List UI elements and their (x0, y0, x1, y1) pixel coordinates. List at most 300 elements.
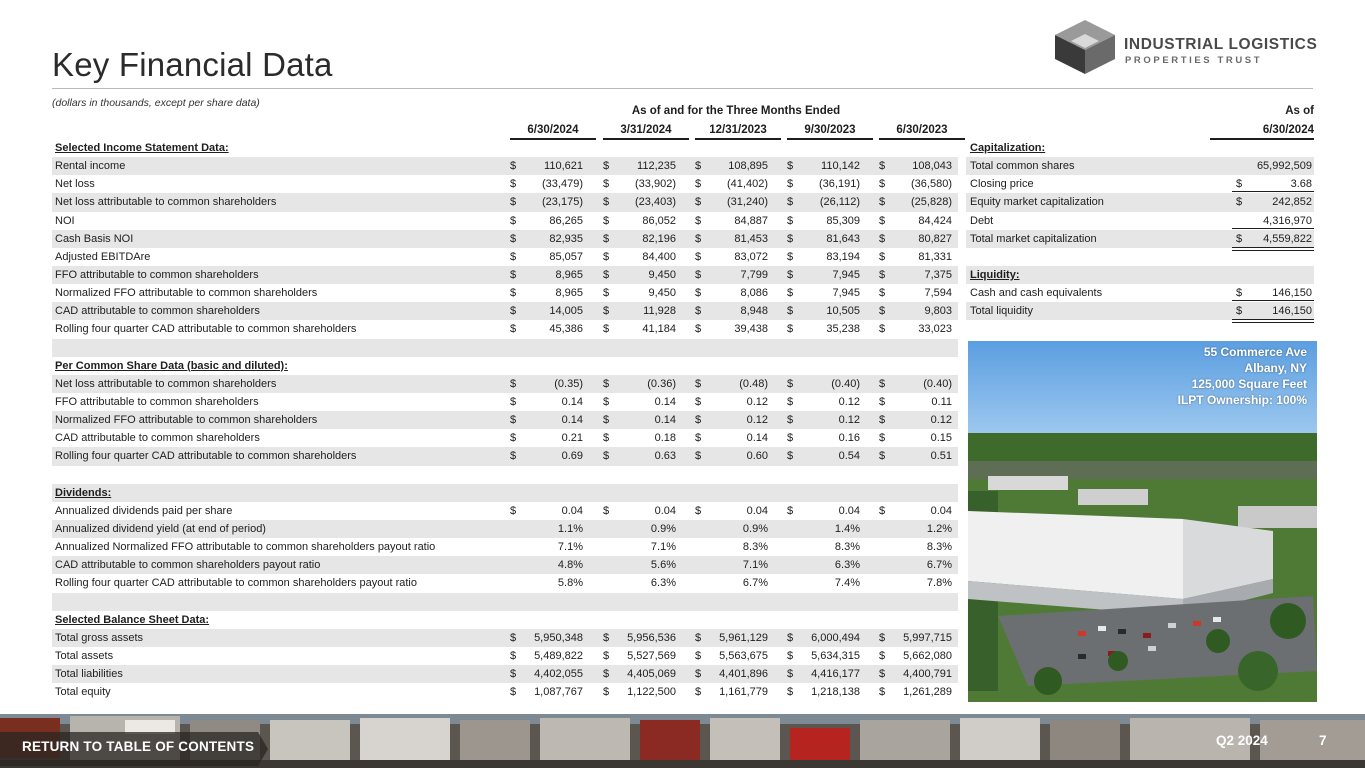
units-note: (dollars in thousands, except per share data) (52, 97, 260, 109)
row-label (55, 157, 125, 175)
currency-symbol: $ (879, 232, 886, 245)
currency-symbol: $ (787, 232, 794, 245)
cell-value: 5,489,822 (534, 649, 583, 662)
cell-value: (23,403) (635, 196, 676, 209)
section-title (55, 357, 288, 375)
currency-symbol: $ (1236, 232, 1243, 245)
currency-symbol: $ (695, 160, 702, 173)
currency-symbol: $ (510, 631, 517, 644)
currency-symbol: $ (695, 395, 702, 408)
cell-value: 0.04 (654, 504, 676, 517)
currency-symbol: $ (879, 214, 886, 227)
cell-value: 110,142 (821, 160, 860, 173)
cell-value: 86,265 (549, 214, 583, 227)
cell-value: 1,161,779 (719, 686, 768, 699)
row-label-text: Net loss attributable to common shareholders (55, 196, 277, 209)
currency-symbol: $ (879, 395, 886, 408)
currency-symbol: $ (1236, 196, 1243, 209)
table-row (966, 212, 1314, 230)
table-row (966, 284, 1314, 302)
section-title: Capitalization: (970, 142, 1046, 154)
currency-symbol: $ (879, 668, 886, 681)
row-label-text: CAD attributable to common shareholders (55, 432, 260, 445)
section-header-row (52, 357, 958, 375)
period-header-row (52, 120, 958, 140)
table-row (52, 175, 958, 193)
row-label-text: CAD attributable to common shareholders payout ratio (55, 559, 321, 572)
row-label-text: NOI (55, 214, 75, 227)
cell-value: 5.6% (650, 559, 676, 572)
row-label (55, 284, 317, 302)
cell-value: 9,450 (648, 268, 676, 281)
currency-symbol: $ (510, 450, 517, 463)
cell-value: 8,948 (740, 305, 768, 318)
currency-symbol: $ (603, 395, 610, 408)
cell-value: 0.12 (746, 414, 768, 427)
table-row (52, 339, 958, 357)
currency-symbol: $ (695, 268, 702, 281)
currency-symbol: $ (510, 305, 517, 318)
cell-value: 8,086 (740, 287, 768, 300)
cell-value: 1,218,138 (811, 686, 860, 699)
label-suffix: : (107, 486, 112, 499)
row-label-text: Total liabilities (55, 668, 123, 681)
table-row (966, 157, 1314, 175)
table-row (52, 538, 958, 556)
cell-value: 1.4% (834, 522, 860, 535)
currency-symbol: $ (510, 668, 517, 681)
cell-value: (41,402) (727, 178, 768, 191)
currency-symbol: $ (879, 504, 886, 517)
currency-symbol: $ (603, 178, 610, 191)
cell-value: 81,331 (918, 250, 952, 263)
cell-value: 81,643 (826, 232, 860, 245)
row-label-text: Cash Basis NOI (55, 232, 134, 245)
table-row (52, 393, 958, 411)
cell-value: 5,961,129 (719, 631, 768, 644)
table-row (966, 175, 1314, 193)
table-row (52, 593, 958, 611)
table-row (52, 647, 958, 665)
row-label (55, 520, 266, 538)
currency-symbol: $ (787, 649, 794, 662)
cell-value: 45,386 (549, 323, 583, 336)
cell-value: (0.36) (647, 377, 676, 390)
currency-symbol: $ (510, 178, 517, 191)
row-label-text: Dividends (55, 486, 108, 499)
currency-symbol: $ (603, 305, 610, 318)
currency-symbol: $ (510, 686, 517, 699)
cell-value: 0.12 (838, 414, 860, 427)
currency-symbol: $ (695, 450, 702, 463)
currency-symbol: $ (787, 395, 794, 408)
cell-value: 5,662,080 (903, 649, 952, 662)
row-label-text: CAD attributable to common shareholders (55, 305, 260, 318)
period-header: 6/30/2024 (510, 120, 596, 140)
currency-symbol: $ (603, 686, 610, 699)
cell-value: 81,453 (734, 232, 768, 245)
currency-symbol: $ (695, 250, 702, 263)
cell-value: 0.60 (746, 450, 768, 463)
currency-symbol: $ (695, 377, 702, 390)
cell-value: 14,005 (549, 305, 583, 318)
row-label-text: Rolling four quarter CAD attributable to common shareholders (55, 323, 357, 336)
section-header-row (52, 139, 958, 157)
table-row (52, 266, 958, 284)
currency-symbol: $ (603, 250, 610, 263)
as-of-date: 6/30/2024 (1210, 120, 1314, 140)
cell-value: 11,928 (643, 305, 676, 318)
currency-symbol: $ (510, 232, 517, 245)
cell-value: (0.40) (831, 377, 860, 390)
cell-value: 9,450 (648, 287, 676, 300)
section-title (55, 139, 229, 157)
row-label (55, 647, 113, 665)
row-label-text: Per Common Share Data (basic and diluted) (55, 359, 285, 372)
cell-value: 80,827 (918, 232, 952, 245)
cell-value: 108,895 (728, 160, 768, 173)
cell-value: 84,887 (734, 214, 768, 227)
currency-symbol: $ (510, 214, 517, 227)
row-label-text: Total gross assets (55, 631, 144, 644)
cell-value: (33,902) (635, 178, 676, 191)
cell-value: (0.35) (554, 377, 583, 390)
cell-value: 9,803 (924, 305, 952, 318)
section-header-row (52, 484, 958, 502)
cell-value: 7.4% (834, 577, 860, 590)
currency-symbol: $ (603, 160, 610, 173)
as-of-header: As of (1285, 105, 1314, 117)
currency-symbol: $ (695, 323, 702, 336)
cell-value: 0.21 (561, 432, 583, 445)
row-label-text: Annualized Normalized FFO attributable to common shareholders payout ratio (55, 541, 436, 554)
cell-value: 8,965 (555, 287, 583, 300)
row-label (55, 230, 133, 248)
currency-symbol: $ (510, 504, 517, 517)
cell-value: 108,043 (912, 160, 952, 173)
section-title (55, 611, 209, 629)
cell-value: (36,580) (911, 178, 952, 191)
currency-symbol: $ (695, 631, 702, 644)
table-row (52, 375, 958, 393)
title-divider (52, 88, 1313, 89)
table-row (52, 212, 958, 230)
cell-value: 7,375 (924, 268, 952, 281)
table-row (52, 665, 958, 683)
currency-symbol: $ (695, 668, 702, 681)
cell-value: 4,416,177 (811, 668, 860, 681)
table-row (52, 193, 958, 211)
cell-value: 242,852 (1272, 196, 1312, 209)
cell-value: 7,945 (832, 268, 860, 281)
cell-value: 146,150 (1272, 305, 1312, 318)
page-number: 7 (1319, 733, 1327, 748)
currency-symbol: $ (510, 377, 517, 390)
footer-banner (0, 714, 1365, 768)
cell-value: 6.3% (834, 559, 860, 572)
cell-value: 4,401,896 (719, 668, 768, 681)
currency-symbol: $ (695, 232, 702, 245)
currency-symbol: $ (787, 323, 794, 336)
cell-value: 0.04 (746, 504, 768, 517)
period-header: 3/31/2024 (603, 120, 689, 140)
logo-line-1: INDUSTRIAL LOGISTICS (1124, 36, 1318, 53)
row-label-text: Selected Income Statement Data: (55, 142, 229, 154)
currency-symbol: $ (510, 395, 517, 408)
currency-symbol: $ (695, 686, 702, 699)
section-header-row (966, 266, 1314, 284)
currency-symbol: $ (879, 160, 886, 173)
cell-value: 0.14 (654, 414, 676, 427)
currency-symbol: $ (603, 649, 610, 662)
cell-value: 7.1% (557, 541, 583, 554)
row-label (55, 683, 111, 701)
currency-symbol: $ (879, 287, 886, 300)
row-label (55, 574, 417, 592)
currency-symbol: $ (510, 414, 517, 427)
currency-symbol: $ (787, 250, 794, 263)
cell-value: 0.04 (561, 504, 583, 517)
row-label (55, 629, 143, 647)
currency-symbol: $ (603, 214, 610, 227)
currency-symbol: $ (787, 268, 794, 281)
table-row (966, 302, 1314, 320)
cell-value: 0.04 (838, 504, 860, 517)
section-title (55, 484, 111, 502)
row-label-text: Total assets (55, 649, 114, 662)
cell-value: 3.68 (1290, 178, 1312, 191)
cell-value: 4.8% (557, 559, 583, 572)
currency-symbol: $ (787, 668, 794, 681)
cell-value: 8,965 (555, 268, 583, 281)
table-row (52, 302, 958, 320)
currency-symbol: $ (603, 377, 610, 390)
cell-value: 84,424 (918, 214, 952, 227)
row-label-text: Adjusted EBITDAre (55, 250, 151, 263)
currency-symbol: $ (879, 268, 886, 281)
cell-value: 0.51 (930, 450, 952, 463)
cell-value: 4,402,055 (534, 668, 583, 681)
row-label-text: Normalized FFO attributable to common shareholders (55, 414, 318, 427)
cell-value: 4,405,069 (627, 668, 676, 681)
cell-value: 1.2% (926, 522, 952, 535)
cell-value: (31,240) (727, 196, 768, 209)
cell-value: (0.40) (923, 377, 952, 390)
row-label-text: FFO attributable to common shareholders (55, 395, 259, 408)
row-label (55, 302, 260, 320)
row-label-text: Selected Balance Sheet Data: (55, 613, 210, 626)
currency-symbol: $ (879, 432, 886, 445)
cell-value: (26,112) (819, 196, 860, 209)
currency-symbol: $ (695, 414, 702, 427)
subtotal-rule (1232, 228, 1314, 229)
row-label (55, 429, 260, 447)
row-label-text: Net loss (55, 178, 95, 191)
cell-value: 6.7% (926, 559, 952, 572)
cell-value: 0.12 (746, 395, 768, 408)
currency-symbol: $ (787, 196, 794, 209)
label-suffix: : (284, 359, 288, 372)
currency-symbol: $ (879, 414, 886, 427)
return-to-toc-link[interactable]: RETURN TO TABLE OF CONTENTS (22, 739, 255, 754)
currency-symbol: $ (603, 631, 610, 644)
currency-symbol: $ (787, 305, 794, 318)
cell-value: 0.63 (654, 450, 676, 463)
cell-value: 0.54 (838, 450, 860, 463)
cell-value: 112,235 (637, 160, 676, 173)
cell-value: 1,122,500 (627, 686, 676, 699)
currency-symbol: $ (695, 305, 702, 318)
table-row (966, 248, 1314, 266)
cell-value: 5,634,315 (811, 649, 860, 662)
quarter-label: Q2 2024 (1216, 733, 1268, 748)
currency-symbol: $ (510, 432, 517, 445)
currency-symbol: $ (879, 686, 886, 699)
period-header: 12/31/2023 (695, 120, 781, 140)
capitalization-rows (966, 139, 1314, 320)
table-row (52, 429, 958, 447)
cell-value: 39,438 (734, 323, 768, 336)
cell-value: (36,191) (819, 178, 860, 191)
row-label (55, 447, 356, 465)
cell-value: 7,594 (924, 287, 952, 300)
property-address: 55 Commerce Ave (1203, 345, 1307, 359)
total-double-rule (1232, 319, 1314, 323)
currency-symbol: $ (787, 414, 794, 427)
cell-value: 82,196 (642, 232, 676, 245)
cell-value: (33,479) (542, 178, 583, 191)
currency-symbol: $ (510, 196, 517, 209)
currency-symbol: $ (787, 178, 794, 191)
row-label (55, 502, 232, 520)
table-row (52, 683, 958, 701)
currency-symbol: $ (787, 287, 794, 300)
currency-symbol: $ (1236, 178, 1243, 191)
currency-symbol: $ (787, 631, 794, 644)
row-label (55, 538, 435, 556)
row-label (55, 212, 75, 230)
table-row (52, 556, 958, 574)
cell-value: 83,194 (826, 250, 860, 263)
row-label-text: Rolling four quarter CAD attributable to common shareholders (55, 450, 357, 463)
row-label (55, 393, 259, 411)
row-label (55, 320, 356, 338)
cell-value: 0.18 (654, 432, 676, 445)
cell-value: 7.1% (650, 541, 676, 554)
currency-symbol: $ (603, 504, 610, 517)
cell-value: 4,559,822 (1263, 232, 1312, 245)
currency-symbol: $ (787, 214, 794, 227)
currency-symbol: $ (787, 450, 794, 463)
currency-symbol: $ (695, 178, 702, 191)
row-label (55, 665, 123, 683)
table-row (52, 230, 958, 248)
cell-value: 5,956,536 (627, 631, 676, 644)
cell-value: 0.12 (930, 414, 952, 427)
currency-symbol: $ (787, 686, 794, 699)
cell-value: 0.9% (650, 522, 676, 535)
currency-symbol: $ (879, 250, 886, 263)
row-label: Debt (970, 214, 994, 227)
currency-symbol: $ (879, 323, 886, 336)
table-row (52, 502, 958, 520)
row-label: Total common shares (970, 160, 1075, 173)
currency-symbol: $ (510, 250, 517, 263)
currency-symbol: $ (510, 323, 517, 336)
currency-symbol: $ (603, 232, 610, 245)
row-label-text: Net loss attributable to common shareholders (55, 377, 277, 390)
currency-symbol: $ (879, 196, 886, 209)
table-row (52, 520, 958, 538)
cell-value: 5,950,348 (534, 631, 583, 644)
section-title: Liquidity: (970, 268, 1020, 281)
currency-symbol: $ (695, 196, 702, 209)
section-header-row (966, 139, 1314, 157)
row-label-text: Total equity (55, 686, 111, 699)
cell-value: 7,945 (832, 287, 860, 300)
cell-value: 4,400,791 (903, 668, 952, 681)
table-row (52, 320, 958, 338)
cell-value: 0.14 (561, 395, 583, 408)
cell-value: 85,057 (549, 250, 583, 263)
currency-symbol: $ (695, 649, 702, 662)
period-span-header: As of and for the Three Months Ended (631, 105, 841, 117)
cell-value: 7.8% (926, 577, 952, 590)
row-label-text: Normalized FFO attributable to common shareholders (55, 287, 318, 300)
cell-value: 0.69 (561, 450, 583, 463)
currency-symbol: $ (510, 287, 517, 300)
table-row (52, 284, 958, 302)
period-header: 6/30/2023 (879, 120, 965, 140)
cell-value: 6.3% (650, 577, 676, 590)
cell-value: 5.8% (557, 577, 583, 590)
currency-symbol: $ (510, 268, 517, 281)
currency-symbol: $ (603, 432, 610, 445)
row-label-text: Rolling four quarter CAD attributable to common shareholders payout ratio (55, 577, 417, 590)
subtotal-rule (1232, 191, 1314, 192)
cell-value: 7.1% (742, 559, 768, 572)
property-size: 125,000 Square Feet (1191, 377, 1307, 391)
cell-value: 8.3% (926, 541, 952, 554)
property-ownership: ILPT Ownership: 100% (1177, 393, 1307, 407)
cell-value: (23,175) (542, 196, 583, 209)
cell-value: 83,072 (734, 250, 768, 263)
cube-logo-icon (1053, 20, 1117, 74)
row-label (55, 556, 320, 574)
table-row (966, 193, 1314, 211)
cell-value: 41,184 (642, 323, 676, 336)
row-label (55, 248, 150, 266)
currency-symbol: $ (1236, 287, 1243, 300)
financial-rows (52, 139, 958, 701)
currency-symbol: $ (879, 649, 886, 662)
cell-value: 0.9% (742, 522, 768, 535)
property-city: Albany, NY (1244, 361, 1307, 375)
currency-symbol: $ (510, 160, 517, 173)
table-row (966, 230, 1314, 248)
table-row (52, 411, 958, 429)
currency-symbol: $ (695, 287, 702, 300)
currency-symbol: $ (879, 450, 886, 463)
company-logo (1053, 20, 1323, 74)
cell-value: 6,000,494 (811, 631, 860, 644)
row-label: Cash and cash equivalents (970, 287, 1103, 300)
cell-value: 0.11 (931, 395, 952, 408)
row-label (55, 175, 95, 193)
table-row (52, 629, 958, 647)
currency-symbol: $ (603, 268, 610, 281)
table-row (52, 574, 958, 592)
